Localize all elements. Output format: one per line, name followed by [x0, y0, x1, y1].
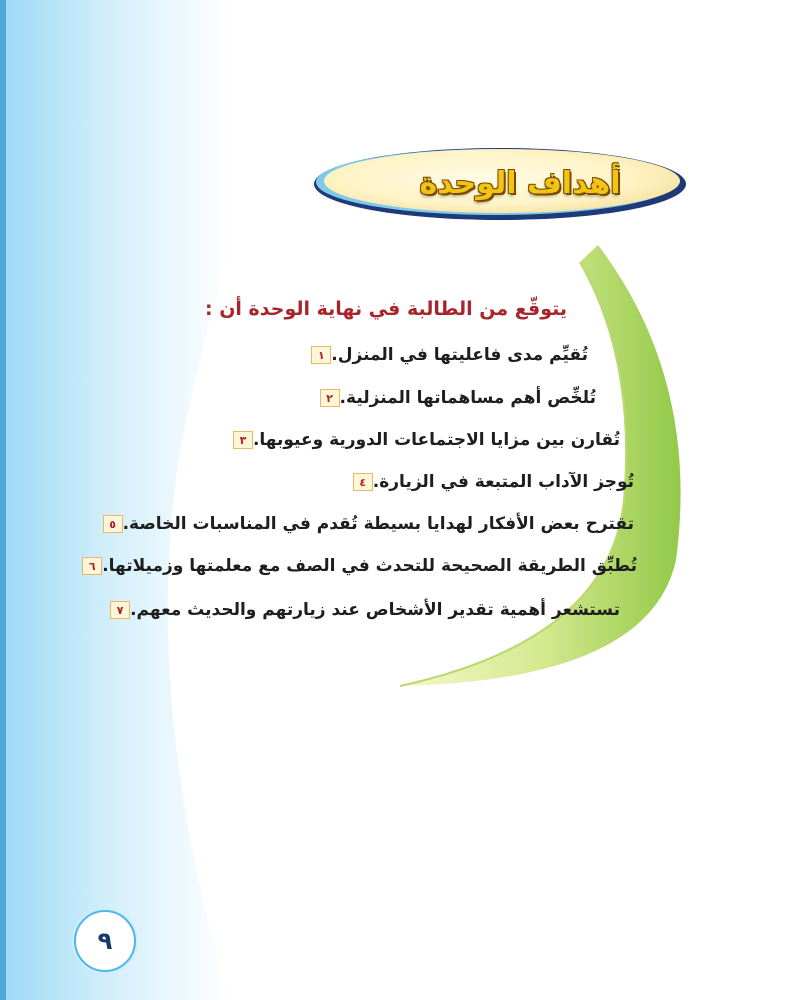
objective-number: ٤ — [353, 473, 373, 491]
objective-text: تقترح بعض الأفكار لهدايا بسيطة تُقدم في المناسبات الخاصة. — [122, 514, 634, 534]
objective-text: تُقيِّم مدى فاعليتها في المنزل. — [331, 345, 588, 365]
objective-text: تستشعر أهمية تقدير الأشخاص عند زيارتهم والحديث معهم. — [130, 600, 620, 620]
unit-title-banner — [316, 146, 694, 220]
objective-number: ٣ — [233, 431, 253, 449]
objective-number: ٥ — [103, 515, 123, 533]
objective-number: ٦ — [82, 557, 102, 575]
objective-text: تُطبِّق الطريقة الصحيحة للتحدث في الصف مع معلمتها وزميلاتها. — [102, 556, 637, 576]
unit-title: أهداف الوحدة — [419, 165, 621, 201]
objectives-intro: يتوقّع من الطالبة في نهاية الوحدة أن : — [205, 298, 567, 320]
page-number: ٩ — [74, 910, 136, 972]
objective-number: ١ — [311, 346, 331, 364]
objective-number: ٢ — [320, 389, 340, 407]
objective-number: ٧ — [110, 601, 130, 619]
objective-text: تُوجز الآداب المتبعة في الزيارة. — [372, 472, 634, 492]
objective-text: تُلخِّص أهم مساهماتها المنزلية. — [339, 388, 596, 408]
objective-text: تُقارن بين مزايا الاجتماعات الدورية وعيوبها. — [252, 430, 620, 450]
